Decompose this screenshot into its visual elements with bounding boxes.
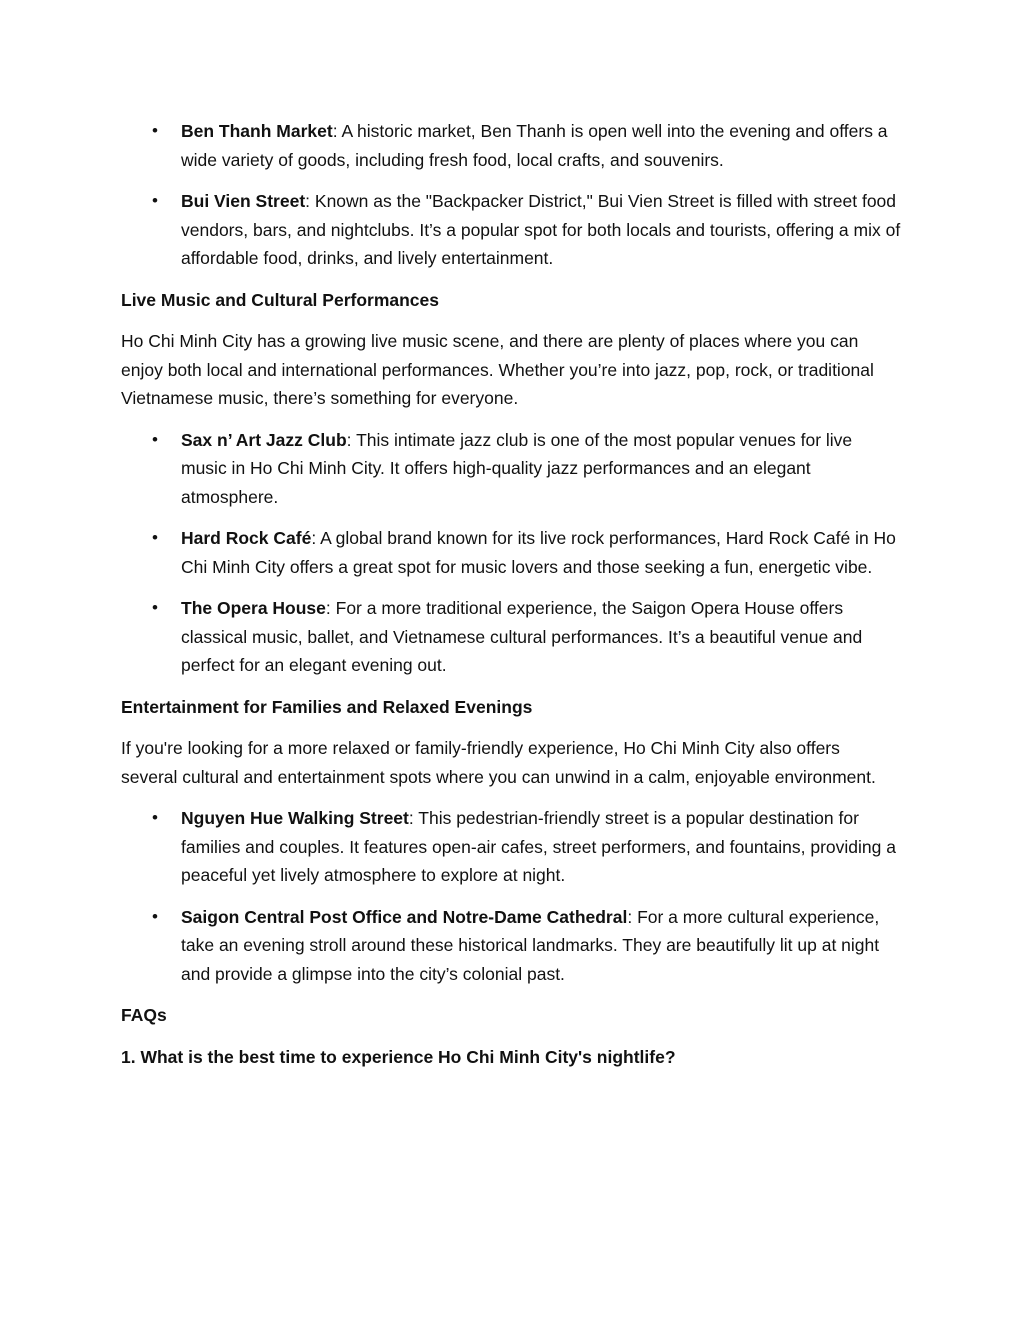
bullet-icon: •	[152, 528, 158, 547]
faqs-heading: FAQs	[121, 1005, 167, 1025]
item-text: : This pedestrian-friendly street is a popular destination for families and couples. It features open-air cafes, street performers, and fountains, providing a peaceful yet lively atmosphere to explore at night.	[181, 808, 896, 885]
item-term: Bui Vien Street	[181, 191, 306, 211]
faq-question-1: 1. What is the best time to experience Ho Chi Minh City's nightlife?	[121, 1046, 676, 1067]
item-text: : Known as the "Backpacker District," Bui Vien Street is filled with street food vendors, bars, and nightclubs. It’s a popular spot for both locals and tourists, offering a mix of affordable food, drinks, and lively entertainment.	[181, 191, 901, 268]
list-item	[121, 117, 901, 174]
item-term: Ben Thanh Market	[181, 121, 333, 141]
item-term: Saigon Central Post Office and Notre-Dame Cathedral	[181, 906, 628, 927]
section-intro-live-music: Ho Chi Minh City has a growing live music scene, and there are plenty of places where you can enjoy both local and international performances. Whether you’re into jazz, pop, rock, or traditional Vietnamese music, there’s something for everyone.	[121, 331, 874, 408]
section-intro-families: If you're looking for a more relaxed or family-friendly experience, Ho Chi Minh City also offers several cultural and entertainment spots where you can unwind in a calm, enjoyable environment.	[121, 738, 876, 787]
list-item	[121, 804, 901, 890]
bullet-icon: •	[152, 191, 158, 210]
bullet-icon: •	[152, 429, 158, 449]
markets-list	[121, 117, 901, 273]
item-term: Hard Rock Café	[181, 528, 312, 548]
item-text: : This intimate jazz club is one of the most popular venues for live music in Ho Chi Minh City. It offers high-quality jazz performances and an elegant atmosphere.	[181, 429, 853, 507]
list-item	[121, 426, 901, 512]
item-text: : For a more traditional experience, the Saigon Opera House offers classical music, ballet, and Vietnamese cultural performances. It’s a beautiful venue and perfect for an elegant evening out.	[181, 598, 863, 675]
item-text: : A historic market, Ben Thanh is open well into the evening and offers a wide variety of goods, including fresh food, local crafts, and souvenirs.	[181, 121, 888, 170]
item-term: Sax n’ Art Jazz Club	[181, 429, 347, 450]
list-item	[121, 187, 901, 273]
item-text: : For a more cultural experience, take an evening stroll around these historical landmarks. They are beautifully lit up at night and provide a glimpse into the city’s colonial past.	[181, 906, 880, 984]
bullet-icon: •	[152, 598, 158, 617]
bullet-icon: •	[152, 808, 158, 827]
section-heading-live-music: Live Music and Cultural Performances	[121, 289, 440, 310]
item-term: The Opera House	[181, 598, 326, 618]
list-item	[121, 594, 901, 680]
families-list	[121, 804, 901, 988]
section-heading-families: Entertainment for Families and Relaxed Evenings	[121, 696, 533, 717]
list-item	[121, 524, 901, 581]
bullet-icon: •	[152, 121, 158, 140]
list-item	[121, 903, 901, 989]
item-term: Nguyen Hue Walking Street	[181, 808, 409, 828]
item-text: : A global brand known for its live rock performances, Hard Rock Café in Ho Chi Minh City offers a great spot for music lovers and those seeking a fun, energetic vibe.	[181, 528, 896, 577]
bullet-icon: •	[152, 906, 158, 926]
document-page	[121, 117, 901, 1084]
live-music-list	[121, 426, 901, 680]
